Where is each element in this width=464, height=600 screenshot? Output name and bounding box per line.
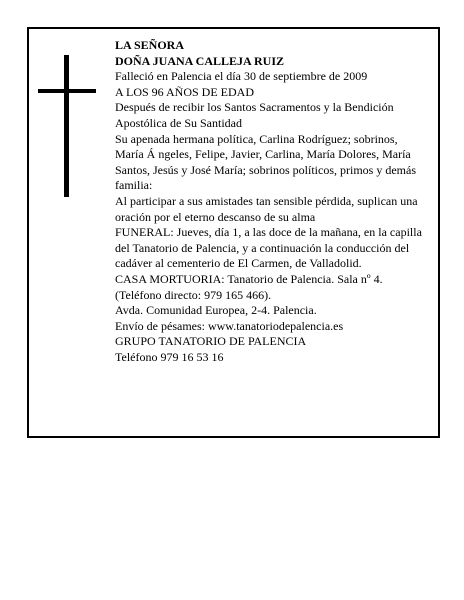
honorific: LA SEÑORA <box>115 38 185 52</box>
request-paragraph: Al participar a sus amistades tan sensible pérdida, suplican una oración por el eterno descanso de su alma <box>115 193 418 224</box>
family-paragraph: Su apenada hermana política, Carlina Rodríguez; sobrinos, María Á ngeles, Felipe, Javier, Carlina, María Dolores, María Santos, Jesús y José María; sobrinos políticos, primos y demás familia: <box>115 131 416 193</box>
obituary-text <box>115 38 422 365</box>
death-line: Falleció en Palencia el día 30 de septiembre de 2009 <box>115 69 368 84</box>
deceased-name: DOÑA JUANA CALLEJA RUIZ <box>115 53 285 68</box>
company-line: GRUPO TANATORIO DE PALENCIA <box>115 334 307 349</box>
age-line: A LOS 96 AÑOS DE EDAD <box>115 84 255 99</box>
sacraments-paragraph: Después de recibir los Santos Sacramentos y la Bendición Apostólica de Su Santidad <box>115 100 394 130</box>
address-line: Avda. Comunidad Europea, 2-4. Palencia. <box>115 303 317 318</box>
cross-vertical-bar <box>64 55 69 197</box>
funeral-paragraph: FUNERAL: Jueves, día 1, a las doce de la mañana, en la capilla del Tanatorio de Palencia, y a continuación la conducción del cadáver al cementerio de El Carmen, de Valladolid. <box>115 225 422 271</box>
condolences-line: Envío de pésames: www.tanatoriodepalencia.es <box>115 318 344 333</box>
phone-line: Teléfono 979 16 53 16 <box>115 349 224 364</box>
casa-mortuoria-paragraph: CASA MORTUORIA: Tanatorio de Palencia. Sala nº 4. (Teléfono directo: 979 165 466). <box>115 271 383 302</box>
cross-horizontal-bar <box>38 89 96 93</box>
